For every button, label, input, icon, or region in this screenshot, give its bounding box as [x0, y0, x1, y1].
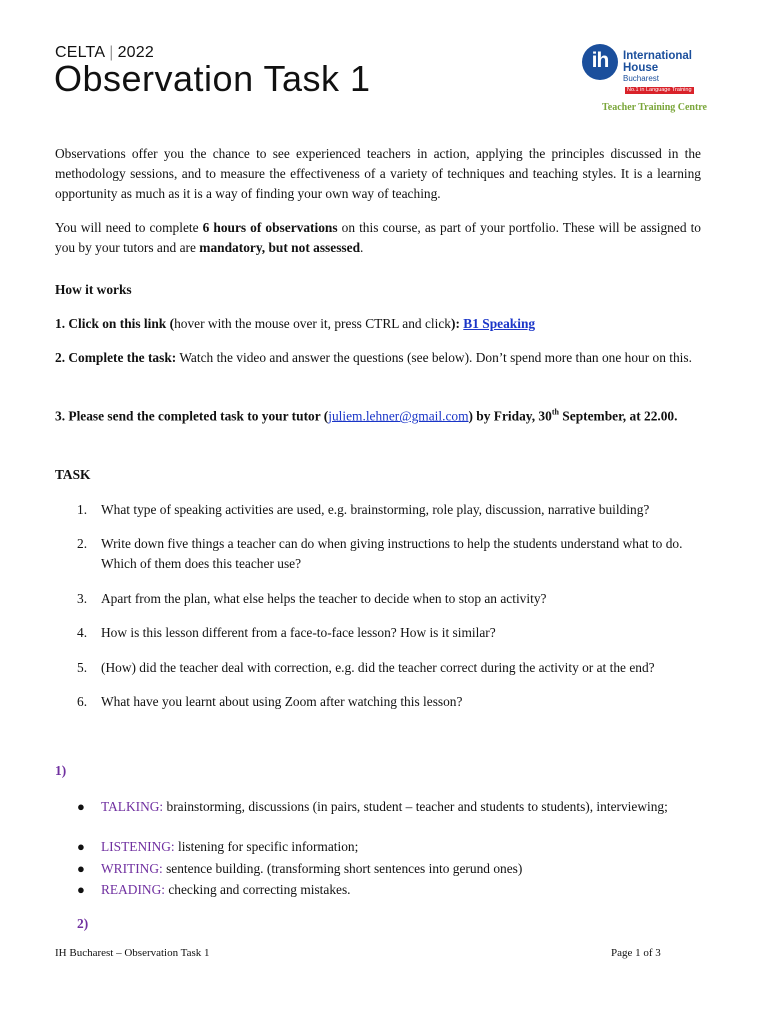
ih-logo: [582, 44, 707, 116]
logo-line-3: Bucharest: [623, 74, 660, 83]
task-number: 3.: [77, 591, 88, 606]
step-3-superscript: th: [551, 408, 559, 417]
b1-speaking-link[interactable]: [463, 316, 535, 331]
tutor-email-link[interactable]: [328, 408, 468, 423]
intro-text: on this course, as part of your portfolio. These will be assigned to you by your tutors and are: [55, 220, 701, 255]
answer-bullet-text: [101, 797, 701, 817]
logo-line-2: House: [623, 62, 659, 74]
logo-badge: No.1 in Language Training: [627, 87, 692, 93]
bullet-icon: ●: [77, 882, 85, 897]
step-3-lead: 3. Please send the completed task to your tutor (: [55, 408, 329, 424]
intro-paragraph-2: [55, 218, 701, 258]
answer-detail: checking and correcting mistakes.: [164, 882, 351, 897]
step-1: [55, 314, 701, 334]
how-heading: [55, 280, 701, 300]
b1-speaking-link-text: B1 Speaking: [463, 316, 536, 331]
task-question: What have you learnt about using Zoom after watching this lesson?: [101, 694, 463, 709]
answer-2-heading: 2): [77, 916, 89, 931]
step-1-colon: ):: [451, 316, 464, 331]
step-2-text: Watch the video and answer the questions (see below). Don’t spend more than one hour on this.: [176, 350, 692, 365]
separator: |: [109, 44, 114, 61]
task-heading-text: TASK: [55, 467, 91, 482]
step-2: [55, 348, 701, 368]
answer-label: TALKING:: [101, 799, 164, 814]
footer-left: IH Bucharest – Observation Task 1: [55, 947, 210, 959]
step-3-deadline-end: September, at 22.00.: [558, 408, 678, 424]
step-2-lead: 2. Complete the task:: [55, 350, 177, 365]
task-number: 4.: [77, 625, 88, 640]
step-3: [55, 403, 701, 426]
task-question: Apart from the plan, what else helps the teacher to decide when to stop an activity?: [101, 591, 547, 606]
task-question: Write down five things a teacher can do when giving instructions to help the students understand what to do. Which of them does this teacher use?: [101, 536, 683, 571]
course-name: CELTA: [55, 44, 106, 61]
answer-bullet-text: [101, 880, 701, 900]
answer-label: WRITING:: [101, 861, 163, 876]
intro-emphasis: mandatory, but not assessed: [199, 240, 361, 255]
task-number: 5.: [77, 660, 88, 675]
course-year: 2022: [117, 44, 154, 61]
tutor-email: juliem.lehner@gmail.com: [328, 408, 469, 424]
page-number: Page 1 of 3: [611, 947, 661, 959]
task-number: 1.: [77, 502, 88, 517]
bullet-icon: ●: [77, 861, 85, 876]
bullet-icon: ●: [77, 839, 85, 854]
answer-1-heading: 1): [55, 763, 67, 778]
answer-label: LISTENING:: [101, 839, 175, 854]
answer-detail: listening for specific information;: [174, 839, 359, 854]
task-number: 6.: [77, 694, 88, 709]
logo-line-1: International: [623, 50, 693, 62]
task-heading: [55, 465, 701, 485]
task-question: (How) did the teacher deal with correction, e.g. did the teacher correct during the activity or at the end?: [101, 660, 655, 675]
answer-detail: sentence building. (transforming short sentences into gerund ones): [162, 861, 523, 876]
bullet-icon: ●: [77, 799, 85, 814]
intro-text: .: [360, 240, 364, 255]
task-question: How is this lesson different from a face-to-face lesson? How is it similar?: [101, 625, 496, 640]
answer-bullet-text: [101, 837, 701, 857]
intro-text: You will need to complete: [55, 220, 203, 235]
intro-paragraph-1: Observations offer you the chance to see experienced teachers in action, applying the principles discussed in the methodology sessions, and to measure the effectiveness of a variety of techniques and teaching styles. It is a learning opportunity as much as it is a way of finding your own way of teaching.: [55, 146, 701, 201]
step-1-lead: 1. Click on this link (: [55, 316, 175, 331]
answer-bullet-text: [101, 859, 701, 879]
how-heading-text: How it works: [55, 282, 132, 297]
logo-subtitle: Teacher Training Centre: [602, 102, 707, 113]
step-1-hint: hover with the mouse over it, press CTRL and click: [174, 316, 451, 331]
task-question: What type of speaking activities are used, e.g. brainstorming, role play, discussion, narrative building?: [101, 502, 650, 517]
answer-detail: brainstorming, discussions (in pairs, student – teacher and students to students), interviewing;: [163, 799, 668, 814]
step-3-deadline: ) by Friday, 30: [468, 408, 552, 424]
task-number: 2.: [77, 536, 88, 551]
answer-label: READING:: [101, 882, 165, 897]
ih-logo-mark: ih: [582, 44, 618, 80]
page-title: Observation Task 1: [54, 58, 371, 99]
intro-emphasis: 6 hours of observations: [202, 220, 338, 235]
